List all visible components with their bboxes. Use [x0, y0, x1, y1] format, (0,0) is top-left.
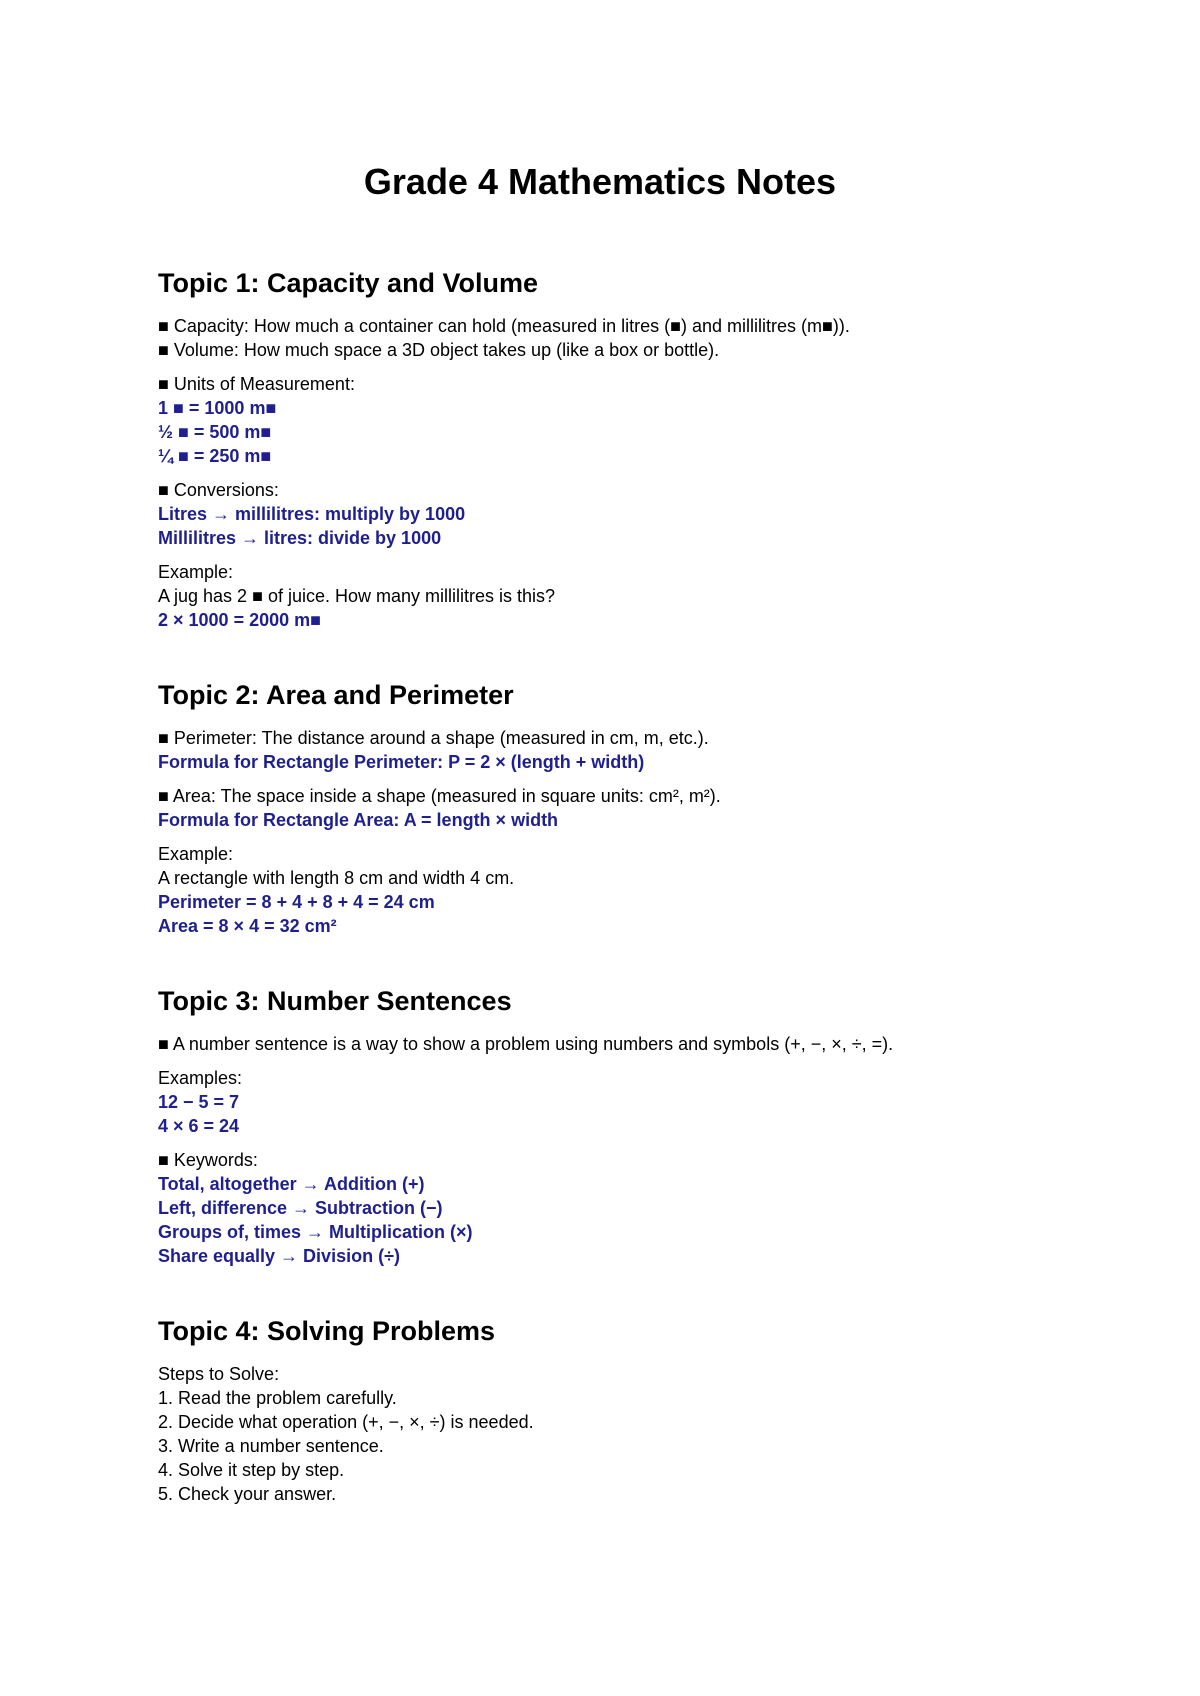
content-block [158, 726, 1118, 774]
topic-heading: Topic 4: Solving Problems [158, 1316, 496, 1346]
text-line: 1. Read the problem carefully. [158, 1388, 397, 1408]
highlighted-line: Perimeter = 8 + 4 + 8 + 4 = 24 cm [158, 892, 435, 912]
highlighted-line: Left, difference → Subtraction (−) [158, 1198, 443, 1218]
highlighted-line: Total, altogether → Addition (+) [158, 1174, 425, 1194]
text-line: Steps to Solve: [158, 1364, 280, 1384]
content-block [158, 560, 1118, 632]
text-line: ■ Keywords: [158, 1150, 258, 1170]
content-block [158, 1148, 1118, 1268]
highlighted-line: 4 × 6 = 24 [158, 1116, 240, 1136]
text-line: ■ Units of Measurement: [158, 374, 355, 394]
highlighted-line: ½ ■ = 500 m■ [158, 422, 272, 442]
highlighted-line: Formula for Rectangle Area: A = length × width [158, 810, 559, 830]
text-line: 2. Decide what operation (+, −, ×, ÷) is needed. [158, 1412, 534, 1432]
text-line: ■ A number sentence is a way to show a problem using numbers and symbols (+, −, ×, ÷, =). [158, 1034, 894, 1054]
highlighted-line: Share equally → Division (÷) [158, 1246, 400, 1266]
highlighted-line: 1 ■ = 1000 m■ [158, 398, 277, 418]
content-block [158, 478, 1118, 550]
text-line: 3. Write a number sentence. [158, 1436, 384, 1456]
text-line: ■ Volume: How much space a 3D object takes up (like a box or bottle). [158, 340, 720, 360]
highlighted-line: Area = 8 × 4 = 32 cm² [158, 916, 337, 936]
highlighted-line: Groups of, times → Multiplication (×) [158, 1222, 473, 1242]
text-line: ■ Capacity: How much a container can hold (measured in litres (■) and millilitres (m■)). [158, 316, 850, 336]
content-block [158, 1066, 1118, 1138]
text-line: ■ Perimeter: The distance around a shape (measured in cm, m, etc.). [158, 728, 709, 748]
highlighted-line: Litres → millilitres: multiply by 1000 [158, 504, 466, 524]
topic-section-2 [158, 678, 1118, 938]
highlighted-line: 2 × 1000 = 2000 m■ [158, 610, 322, 630]
content-block [158, 1032, 1118, 1056]
content-block [158, 372, 1118, 468]
text-line: ■ Conversions: [158, 480, 279, 500]
text-line: ■ Area: The space inside a shape (measured in square units: cm², m²). [158, 786, 721, 806]
highlighted-line: 12 − 5 = 7 [158, 1092, 240, 1112]
text-line: A rectangle with length 8 cm and width 4 cm. [158, 868, 515, 888]
topic-heading: Topic 2: Area and Perimeter [158, 680, 514, 710]
text-line: Example: [158, 562, 234, 582]
document-title: Grade 4 Mathematics Notes [363, 161, 837, 202]
highlighted-line: ¼ ■ = 250 m■ [158, 446, 272, 466]
topic-heading: Topic 3: Number Sentences [158, 986, 512, 1016]
content-block [158, 784, 1118, 832]
text-line: A jug has 2 ■ of juice. How many millilitres is this? [158, 586, 556, 606]
topic-heading: Topic 1: Capacity and Volume [158, 268, 539, 298]
highlighted-line: Formula for Rectangle Perimeter: P = 2 × (length + width) [158, 752, 645, 772]
text-line: Example: [158, 844, 234, 864]
text-line: 4. Solve it step by step. [158, 1460, 345, 1480]
text-line: Examples: [158, 1068, 243, 1088]
content-block [158, 314, 1118, 362]
topic-section-1 [158, 266, 1118, 632]
topic-section-4 [158, 1314, 1118, 1506]
text-line: 5. Check your answer. [158, 1484, 337, 1504]
topic-section-3 [158, 984, 1118, 1268]
highlighted-line: Millilitres → litres: divide by 1000 [158, 528, 442, 548]
content-block [158, 842, 1118, 938]
document-content [158, 266, 1118, 1516]
content-block [158, 1362, 1118, 1506]
